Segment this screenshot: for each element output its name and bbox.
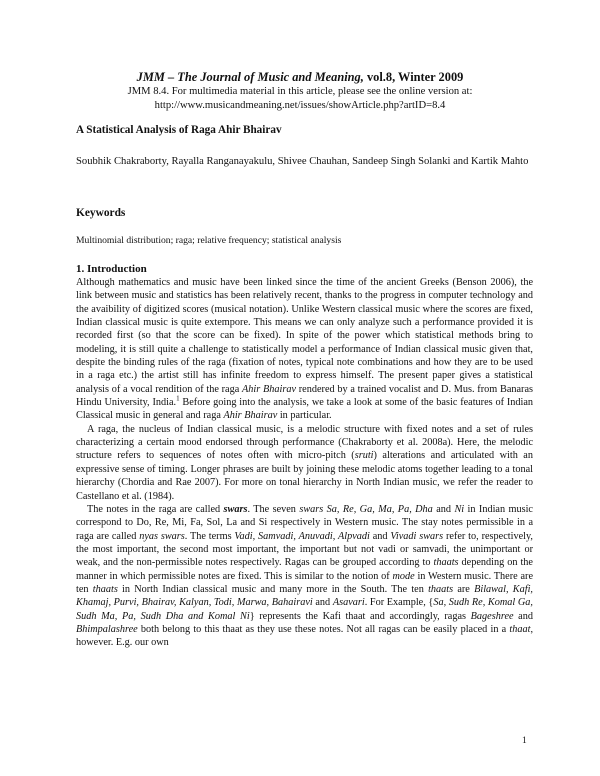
article-url[interactable]: http://www.musicandmeaning.net/issues/showArticle.php?artID=8.4 xyxy=(154,100,446,111)
paragraph-3: The notes in the raga are called swars. The seven swars Sa, Re, Ga, Ma, Pa, Dha and Ni in Indian music correspond to Do, Re, Mi, Fa, Sol, La and Si respectively in Western music. The stay notes permissible in a raga are called nyas swars. The terms Vadi, Samvadi, Anuvadi, Alpvadi and Vivadi swars refer to, respectively, the most important, the second most important, the important but not vadi or samvadi, the unimportant or weak, and the non-permissible notes respectively. Ragas can be grouped according to thaats depending on the manner in which permissible notes are fixed. This is similar to the notion of mode in Western music. There are ten thaats in North Indian classical music and many more in the South. The ten thaats are Bilawal, Kafi, Khamaj, Purvi, Bhairav, Kalyan, Todi, Marwa, Bahairavi and Asavari. For Example, {Sa, Sudh Re, Komal Ga, Sudh Ma, Pa, Sudh Dha and Komal Ni} represents the Kafi thaat and accordingly, ragas Bageshree and Bhimpalashree both belong to this thaat as they use these notes. Not all ragas can be easily placed in a thaat, however. E.g. our own xyxy=(76,503,534,649)
journal-name: JMM – The Journal of Music and Meaning, xyxy=(136,70,364,84)
keywords-text: Multinomial distribution; raga; relative frequency; statistical analysis xyxy=(76,235,342,246)
footnote-marker[interactable]: 1 xyxy=(176,394,180,403)
author-list: Soubhik Chakraborty, Rayalla Ranganayakulu, Shivee Chauhan, Sandeep Singh Solanki and Kartik Mahto xyxy=(76,156,529,167)
paragraph-2: A raga, the nucleus of Indian classical music, is a melodic structure with fixed notes and a set of rules characterizing a certain mood endorsed through performance (Chakraborty et al. 2008a). Here, the melodic structure refers to sequences of notes often with micro-pitch (sruti) alterations and articulated with an expressive sense of timing. Longer phrases are built by joining these melodic atoms together leading to a tonal hierarchy (Chordia and Rae 2007). For more on tonal hierarchy in North Indian music, we refer the reader to Castellano et al. (1984). xyxy=(76,423,533,502)
section-heading-introduction: 1. Introduction xyxy=(76,263,147,275)
introduction-body xyxy=(76,276,533,650)
journal-header xyxy=(60,69,540,113)
keywords-heading: Keywords xyxy=(76,207,126,219)
page-number: 1 xyxy=(522,736,527,746)
article-title: A Statistical Analysis of Raga Ahir Bhairav xyxy=(76,124,282,136)
paragraph-1: Although mathematics and music have been linked since the time of the ancient Greeks (Benson 2006), the link between music and statistics has been relatively recent, thanks to the progress in computer technology and the avaibility of digitized scores (musical notation). Unlike Western classical music where the scores are fixed, Indian classical music is quite extempore. This means we can only analyze such a performance provided it is recorded first (so that the score can be fixed). In spite of the power which statistical methods bring to modeling, it is still quite a challenge to statistically model a performance of Indian classical music given that, despite the binding rules of the raga (fixation of notes, typical note combinations and how they are to be used in a raga etc.) the artist still has infinite freedom to express himself. The present paper gives a statistical analysis of a vocal rendition of the raga Ahir Bhairav rendered by a trained vocalist and D. Mus. from Banaras Hindu University, India.$^1$ Before going into the analysis, we take a look at some of the basic features of Indian Classical music in general and raga Ahir Bhairav in particular. xyxy=(76,277,533,422)
multimedia-note: JMM 8.4. For multimedia material in this article, please see the online version at: xyxy=(127,86,473,97)
journal-volume: vol.8, Winter 2009 xyxy=(363,70,464,84)
journal-title xyxy=(60,69,540,85)
